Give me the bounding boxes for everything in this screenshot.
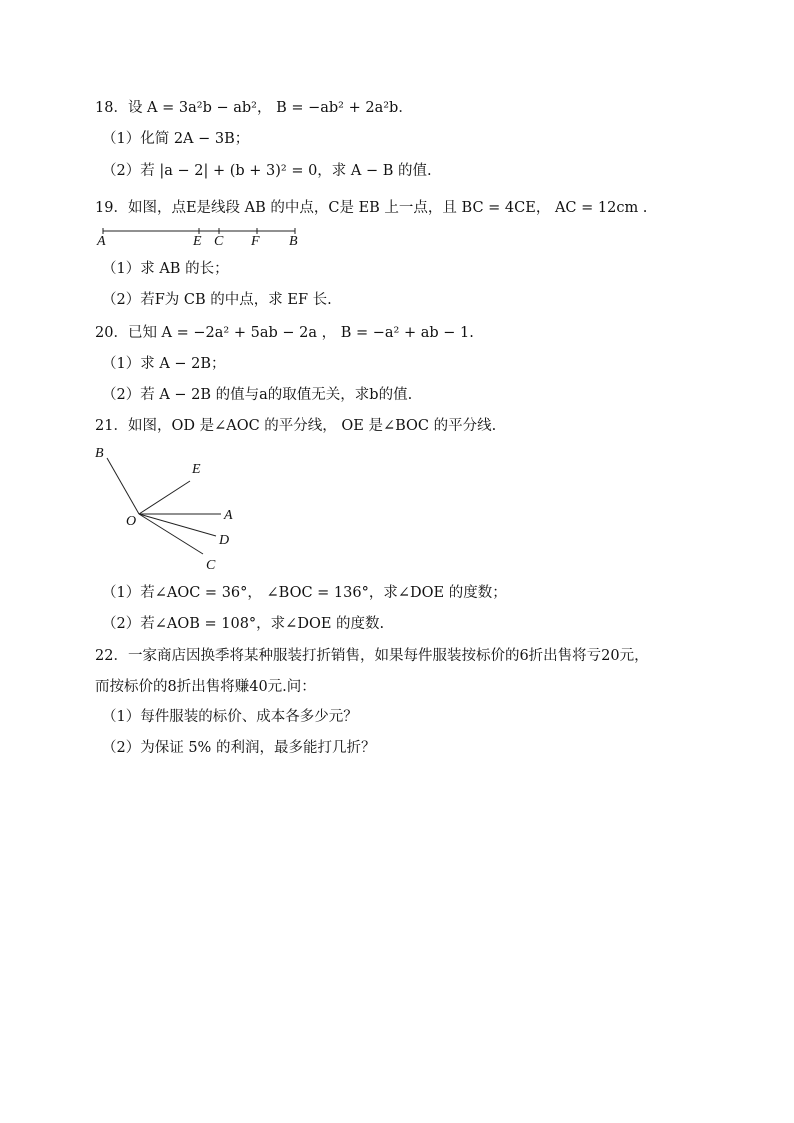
q19-stem: 19．如图，点E是线段 AB 的中点，C是 EB 上一点，且 BC = 4CE， AC = 12cm . [95, 200, 648, 216]
q20-part1: （1）求 A − 2B； [102, 356, 226, 372]
q21-part2: （2）若∠AOB = 108°，求∠DOE 的度数. [102, 616, 385, 632]
point-b-label: B [95, 446, 104, 461]
q21-stem: 21．如图，OD 是∠AOC 的平分线， OE 是∠BOC 的平分线. [95, 418, 497, 434]
q18-part1: （1）化简 2A − 3B； [102, 131, 250, 147]
point-b-label: B [289, 234, 298, 249]
point-a-label: A [224, 508, 233, 523]
point-f-label: F [251, 234, 260, 249]
ray-ob [107, 458, 139, 514]
point-c-label: C [206, 558, 216, 573]
q19-part1: （1）求 AB 的长； [102, 261, 229, 277]
q20-stem: 20．已知 A = −2a² + 5ab − 2a ， B = −a² + ab − 1. [95, 325, 474, 341]
point-a-label: A [97, 234, 106, 249]
q22-part2: （2）为保证 5% 的利润，最多能打几折？ [102, 740, 376, 756]
q20-part2: （2）若 A − 2B 的值与a的取值无关，求b的值. [102, 387, 413, 403]
q22-stem-line1: 22．一家商店因换季将某种服装打折销售，如果每件服装按标价的6折出售将亏20元， [95, 648, 649, 664]
q21-angle-figure [90, 443, 250, 575]
q19-part2: （2）若F为 CB 的中点，求 EF 长. [102, 292, 332, 308]
q22-part1: （1）每件服装的标价、成本各多少元？ [102, 709, 358, 725]
q18-stem: 18．设 A = 3a²b − ab²， B = −ab² + 2a²b． [95, 100, 413, 116]
ray-oc [139, 514, 203, 554]
point-e-label: E [193, 234, 202, 249]
point-e-label: E [192, 462, 201, 477]
q18-part2: （2）若 |a − 2| + (b + 3)² = 0，求 A − B 的值. [102, 163, 432, 179]
q22-stem-line2: 而按标价的8折出售将赚40元.问： [95, 679, 316, 695]
ray-od [139, 514, 216, 536]
q21-part1: （1）若∠AOC = 36°， ∠BOC = 136°，求∠DOE 的度数； [102, 585, 507, 601]
point-o-label: O [126, 514, 137, 529]
point-c-label: C [214, 234, 224, 249]
ray-oe [139, 481, 190, 514]
q19-segment-figure [95, 225, 310, 249]
point-d-label: D [219, 533, 230, 548]
